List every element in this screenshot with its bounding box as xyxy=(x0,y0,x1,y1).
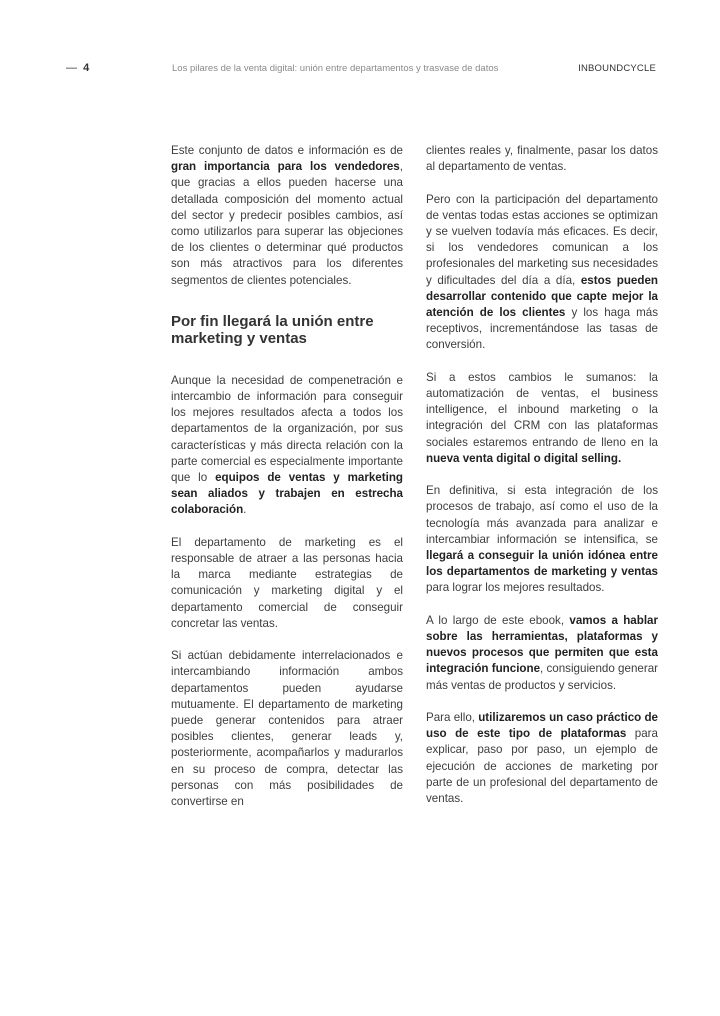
paragraph xyxy=(171,373,403,519)
right-column xyxy=(426,143,658,823)
text-run: para lograr los mejores resultados. xyxy=(426,581,605,595)
text-run: Aunque la necesidad de compenetración e intercambio de información para conseguir los mejores resultados afecta a todos los departamentos de la organización, por sus características y más directa relación con la parte comercial es especialmente importante que lo xyxy=(171,373,403,485)
bold-text: vamos a hablar sobre las herramientas, plataformas y nuevos procesos que permiten que esta integración funcione xyxy=(426,613,659,676)
paragraph xyxy=(426,483,658,596)
text-run: En definitiva, si esta integración de los procesos de trabajo, así como el uso de la tecnología más avanzada para analizar e intercambiar información se intensifica, se xyxy=(426,484,658,546)
page-header xyxy=(0,62,720,82)
text-run: , que gracias a ellos pueden hacerse una detallada composición del momento actual del sector y predecir posibles cambios, así como utilizarlos para superar las objeciones de los clientes o determinar qué productos son más atractivos para los diferentes segmentos de clientes potenciales. xyxy=(171,160,403,287)
left-column xyxy=(171,143,403,826)
bold-text: equipos de ventas y marketing sean aliados y trabajen en estrecha colaboración xyxy=(171,471,404,517)
paragraph xyxy=(426,192,658,354)
page-number-value: 4 xyxy=(83,62,90,74)
paragraph xyxy=(171,143,403,289)
bold-text: gran importancia para los vendedores xyxy=(171,160,400,174)
text-run: Este conjunto de datos e información es de xyxy=(171,144,403,157)
text-run: Pero con la participación del departamento de ventas todas estas acciones se optimizan y se vuelven todavía más eficaces. Es decir, si los vendedores comunican a los profesionales del marketing sus necesidades y dificultades del día a día, xyxy=(426,192,658,287)
bold-text: nueva venta digital o digital selling. xyxy=(426,451,622,465)
paragraph xyxy=(426,370,658,467)
text-run: A lo largo de este ebook, xyxy=(426,613,570,627)
paragraph xyxy=(426,710,658,807)
text-run: . xyxy=(243,503,247,517)
running-title: Los pilares de la venta digital: unión entre departamentos y trasvase de datos xyxy=(172,63,499,74)
bold-text: estos pueden desarrollar contenido que capte mejor la atención de los clientes xyxy=(426,273,658,320)
bold-text: utilizaremos un caso práctico de uso de este tipo de plataformas xyxy=(426,711,658,741)
paragraph xyxy=(426,613,658,694)
text-run: Para ello, xyxy=(426,711,479,725)
paragraph: clientes reales y, finalmente, pasar los datos al departamento de ventas. xyxy=(426,144,658,174)
page-number xyxy=(66,62,89,74)
inboundcycle-logo: INBOUNDCYCLE xyxy=(578,63,656,74)
text-run: y los haga más receptivos, incrementándose las tasas de conversión. xyxy=(426,306,658,352)
page-number-dash: — xyxy=(66,62,77,74)
text-run: para explicar, paso por paso, un ejemplo de ejecución de acciones de marketing por parte de un profesional del departamento de ventas. xyxy=(426,727,658,806)
text-run: , consiguiendo generar más ventas de productos y servicios. xyxy=(426,662,659,692)
paragraph: El departamento de marketing es el responsable de atraer a las personas hacia la marca mediante estrategias de comunicación y marketing digital y el departamento comercial de conseguir concretar las ventas. xyxy=(171,535,403,630)
section-heading: Por fin llegará la unión entre marketing y ventas xyxy=(171,312,374,347)
bold-text: llegará a conseguir la unión idónea entre los departamentos de marketing y ventas xyxy=(426,549,658,579)
paragraph: Si actúan debidamente interrelacionados e intercambiando información ambos departamentos pueden ayudarse mutuamente. El departamento de marketing puede generar contenidos para atraer posibles clientes, generar leads y, posteriormente, acompañarlos y madurarlos en su proceso de compra, detectar las personas con más posibilidades de convertirse en xyxy=(171,649,403,809)
text-run: Si a estos cambios le sumanos: la automatización de ventas, el business intelligence, el inbound marketing o la integración del CRM con las plataformas sociales estaremos entrando de lleno en la xyxy=(426,370,658,449)
